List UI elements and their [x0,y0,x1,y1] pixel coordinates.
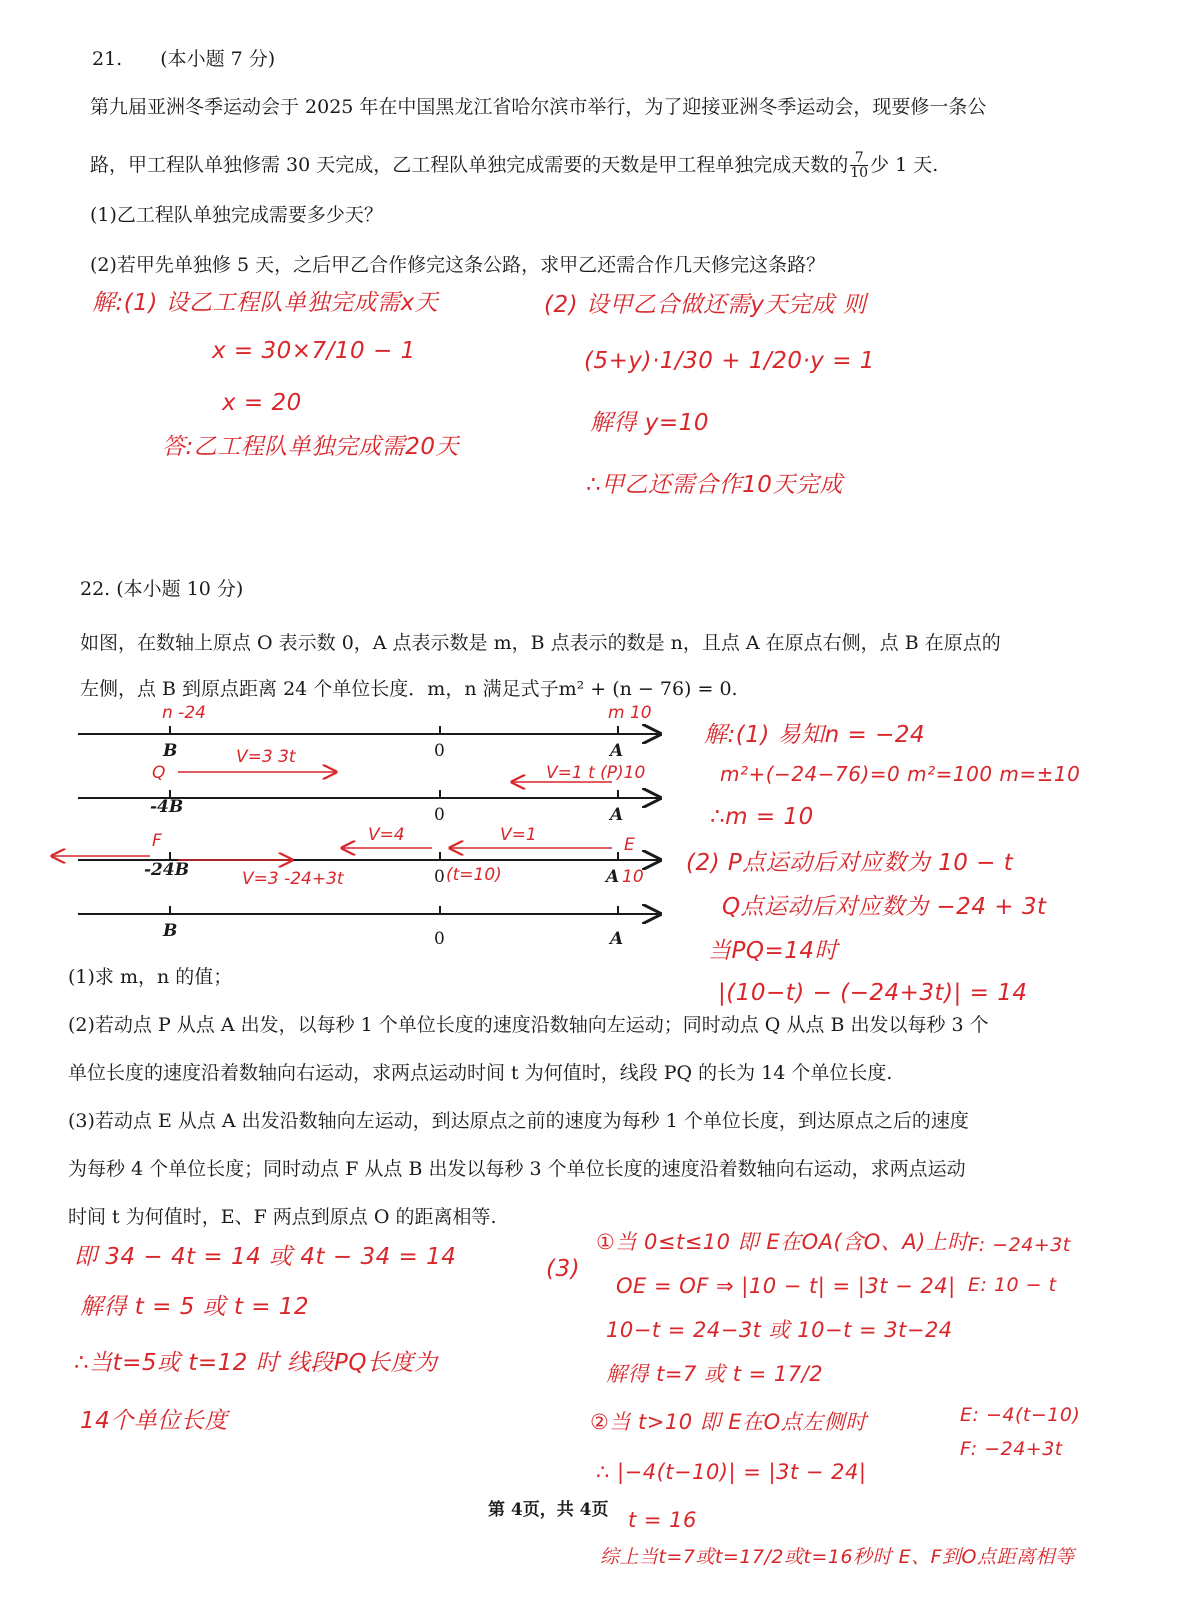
q22-hw3-c1: ①当 0≤t≤10 即 E在OA(含O、A)上时 [596,1230,969,1254]
q21-hw-a4: 答:乙工程队单独完成需20天 [162,434,460,460]
hw-a10: 10 [622,867,644,887]
hw-m-value: m 10 [608,703,652,723]
q22-hw3-c3: 10−t = 24−3t 或 10−t = 3t−24 [606,1318,953,1342]
hw-f-label: F [152,831,162,851]
q21-line2-a: 路，甲工程队单独修需 30 天完成，乙工程队单独完成需要的天数是甲工程单独完成天数的 [90,153,849,176]
q21-hw-b1: (2) 设甲乙合做还需y天完成 则 [544,292,867,318]
q22-hw3-c5f: F: −24+3t [960,1438,1063,1460]
q21-hw-a2: x = 30×7/10 − 1 [212,338,416,364]
q21-sub2: (2)若甲先单独修 5 天，之后甲乙合作修完这条公路，求甲乙还需合作几天修完这条路？ [90,254,826,276]
fraction-7-10 [850,151,868,180]
number-line-1 [78,703,660,761]
q22-hw3-c4: 解得 t=7 或 t = 17/2 [606,1362,824,1386]
hw-p-velocity: V=1 t (P)10 [546,763,646,783]
q21-hw-b2: (5+y)·1/30 + 1/20·y = 1 [584,348,875,374]
q21-sub1: (1)乙工程队单独完成需要多少天？ [90,204,383,226]
axis-label-b: B [163,741,178,761]
q21-hw-b3: 解得 y=10 [590,410,709,436]
q22-hw3-c2: OE = OF ⇒ |10 − t| = |3t − 24| [616,1274,956,1298]
number-line-figure [0,700,700,960]
hw-e-label: E [624,835,635,855]
q22-hw3-c1f: F: −24+3t [968,1234,1071,1256]
q22-sub3b: 为每秒 4 个单位长度；同时动点 F 从点 B 出发以每秒 3 个单位长度的速度沿着数轴向右运动，求两点运动 [68,1158,966,1180]
q21-hw-b4: ∴甲乙还需合作10天完成 [586,472,843,498]
axis-label-origin-2: 0 [434,805,445,825]
q22-hw3-c8: 综上当t=7或t=17/2或t=16秒时 E、F到O点距离相等 [600,1546,1075,1568]
q22-hw3-c7: t = 16 [628,1508,697,1532]
axis-label-origin-4: 0 [434,929,445,949]
axis-label-origin-3: 0 [434,867,445,887]
q22-hw-r3: ∴m = 10 [710,804,814,830]
hw-e-velocity-4: V=4 [368,825,405,845]
q21-hw-a1: 解:(1) 设乙工程队单独完成需x天 [92,290,439,316]
q22-sub3c: 时间 t 为何值时，E、F 两点到原点 O 的距离相等. [68,1206,497,1228]
hw-n-value: n -24 [162,703,206,723]
axis-label-a: A [610,741,624,761]
fraction-numerator: 7 [850,151,868,166]
q22-hw3-c1e: E: 10 − t [968,1274,1057,1296]
hw-f-position: V=3 -24+3t [242,869,344,889]
q22-hw-r7: |(10−t) − (−24+3t)| = 14 [718,980,1028,1006]
q22-line2: 左侧，点 B 到原点距离 24 个单位长度．m，n 满足式子m² + (n − 76) = 0. [80,678,738,700]
axis-label-neg4b: -4B [150,797,184,817]
axis-label-a-2: A [610,805,624,825]
q22-hw3-label: (3) [546,1256,581,1282]
q22-sub2a: (2)若动点 P 从点 A 出发，以每秒 1 个单位长度的速度沿数轴向左运动；同时动点 Q 从点 B 出发以每秒 3 个 [68,1014,989,1036]
q22-sub2b: 单位长度的速度沿着数轴向右运动，求两点运动时间 t 为何值时，线段 PQ 的长为 14 个单位长度. [68,1062,893,1084]
q22-hw3-c5: ②当 t>10 即 E在O点左侧时 [590,1410,867,1434]
q21-line2-b: 少 1 天. [870,153,939,176]
hw-t10: (t=10) [446,865,502,885]
q22-hw-r1: 解:(1) 易知n = −24 [704,722,926,748]
axis-label-origin: 0 [434,741,445,761]
q22-hw-l2: 解得 t = 5 或 t = 12 [80,1294,310,1320]
axis-label-neg24b: -24B [144,860,190,880]
q22-hw3-c5e: E: −4(t−10) [960,1404,1081,1426]
q21-line2 [90,144,938,186]
q21-header: 21. (本小题 7 分) [92,48,276,70]
q22-hw-r2: m²+(−24−76)=0 m²=100 m=±10 [720,762,1081,786]
q21-line1: 第九届亚洲冬季运动会于 2025 年在中国黑龙江省哈尔滨市举行，为了迎接亚洲冬季运动会，现要修一条公 [90,96,987,118]
q22-header: 22. (本小题 10 分) [80,578,244,600]
axis-label-a-3: A [606,867,620,887]
hw-q-velocity: V=3 3t [236,747,296,767]
axis-label-a-4: A [610,929,624,949]
fraction-denominator: 10 [850,164,869,181]
q22-hw-r4: (2) P点运动后对应数为 10 − t [686,850,1014,876]
hw-q-label: Q [152,763,166,783]
q22-hw-l4: 14个单位长度 [80,1408,228,1434]
hw-e-velocity-1: V=1 [500,825,537,845]
number-line-3 [52,825,660,889]
q21-hw-a3: x = 20 [222,390,302,416]
q22-hw-r5: Q点运动后对应数为 −24 + 3t [722,894,1047,920]
q22-hw3-c6: ∴ |−4(t−10)| = |3t − 24| [596,1460,867,1484]
number-line-4 [78,906,660,949]
axis-label-b-4: B [163,921,178,941]
page-footer: 第 4页，共 4页 [488,1500,609,1520]
q22-hw-r6: 当PQ=14时 [708,938,839,964]
q22-sub1: (1)求 m，n 的值； [68,966,233,988]
q22-sub3a: (3)若动点 E 从点 A 出发沿数轴向左运动，到达原点之前的速度为每秒 1 个单位长度，到达原点之后的速度 [68,1110,969,1132]
q22-line1: 如图，在数轴上原点 O 表示数 0，A 点表示数是 m，B 点表示的数是 n，且点 A 在原点右侧，点 B 在原点的 [80,632,1001,654]
q22-hw-l3: ∴当t=5或 t=12 时 线段PQ长度为 [74,1350,438,1376]
q22-hw-l1: 即 34 − 4t = 14 或 4t − 34 = 14 [74,1244,457,1270]
